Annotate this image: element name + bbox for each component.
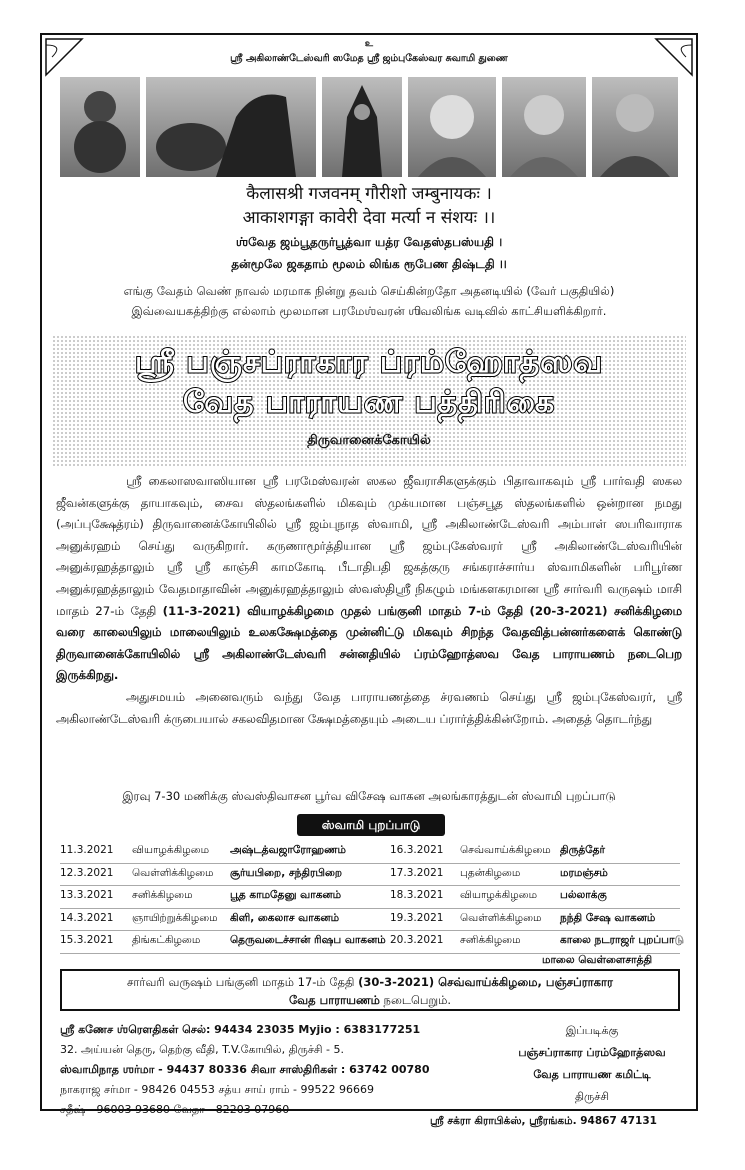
schedule-cell: 19.3.2021 <box>390 911 444 924</box>
schedule-cell: 15.3.2021 <box>60 934 114 946</box>
schedule-cell: மரமஞ்சம் <box>560 866 608 879</box>
schedule-cell: திருத்தேர் <box>560 844 605 856</box>
schedule-cell: காலை நடராஜர் புறப்பாடு <box>560 934 684 946</box>
acharya-portrait-2 <box>502 77 586 177</box>
schedule-row <box>60 886 680 909</box>
intro-text: எங்கு வேதம் வெண் நாவல் மரமாக நின்று தவம் செய்கின்றதோ அதனடியில் (வேர் பகுதியில்) இவ்வையகத்திற்கு எல்லாம் மூலமான பரமேஶ்வரன் ஶிவலிங்க வடிவில் காட்சியளிக்கிறார். <box>123 284 615 318</box>
schedule-row <box>60 909 680 932</box>
title-line-1: ஸ்ரீ பஞ்சப்ராகார ப்ரம்ஹோத்ஸவ <box>134 345 604 380</box>
sanskrit-verse-line-1: कैलासश्री गजवनम् गौरीशो जम्बुनायकः । <box>246 184 492 204</box>
body-paragraph-1: ஸ்ரீ கைலாஸவாஸியான ஸ்ரீ பரமேஸ்வரன் ஸகல ஜீவராசிகளுக்கும் பிதாவாகவும் ஸ்ரீ பார்வதி ஸகல ஜீவன்களுக்கு தாயாகவும், சைவ ஸ்தலங்களில் மிகவும் முக்யமான பஞ்சபூத ஸ்தலங்களில் ஒன்றான நமது (அப்புக்ஷேத்ரம்) திருவானைக்கோயிலில் ஸ்ரீ ஜம்புநாத ஸ்வாமி, ஸ்ரீ அகிலாண்டேஸ்வரி அம்பாள் ஸபரிவாராக அனுக்ரஹம் செய்து வருகிறார். கருணாமூர்த்தியான ஸ்ரீ ஜம்புகேஸ்வரர் ஸ்ரீ அகிலாண்டேஸ்வரியின் அனுக்ரஹத்தாலும் ஸ்ரீ ஸ்ரீ காஞ்சி காமகோடி பீடாதிபதி ஜகத்குரு சங்கராச்சார்ய ஸ்வாமிகளின் பரிபூர்ண அனுக்ரஹத்தாலும் வேதமாதாவின் அனுக்ரஹத்தாலும் ஸ்வஸ்திஸ்ரீ நிகழும் மங்களகரமான ஸ்ரீ சார்வரி வருஷம் மாசி மாதம் 27-ம் தேதி (11-3-2021) வியாழக்கிழமை முதல் பங்குனி மாதம் 7-ம் தேதி (20-3-2021) சனிக்கிழமை வரை காலையிலும் மாலையிலும் உலகக்ஷேமத்தை முன்னிட்டு மிகவும் சிறந்த வேதவித்பன்னர்களைக் கொண்டு திருவானைக்கோயிலில் ஸ்ரீ அகிலாண்டேஸ்வரி சன்னதியில் ப்ரம்ஹோத்ஸவ வேத பாராயணம் நடைபெற இருக்கிறது. <box>56 474 683 683</box>
tamil-verse-line-1: ஶ்வேத ஜம்பூதருர்பூத்வா யத்ர வேதஸ்தபஸ்யதி । <box>235 235 503 249</box>
schedule-heading: ஸ்வாமி புறப்பாடு <box>297 814 445 836</box>
contact-line: ஸ்வாமிநாத ஶர்மா - 94437 80336 சிவா சாஸ்திரிகள் : 63742 00780 <box>60 1063 430 1076</box>
schedule-cell: 16.3.2021 <box>390 844 444 856</box>
schedule-row <box>60 864 680 887</box>
contact-line: 32. அய்யன் தெரு, தெற்கு வீதி, T.V.கோயில், திருச்சி - 5. <box>60 1043 345 1056</box>
contact-line: சதீஷ் - 96003 93680 வேதா - 82203 07960 <box>60 1103 290 1116</box>
schedule-cell: சனிக்கிழமை <box>132 889 193 901</box>
printer-credit: ஸ்ரீ சக்ரா கிராபிக்ஸ், ஸ்ரீரங்கம். 94867 47131 <box>430 1115 657 1127</box>
tamil-verse-line-2: தன்மூலே ஜகதாம் மூலம் லிங்க ரூபேண திஷ்டதி ।। <box>231 257 507 271</box>
body-paragraph-2: அதுசமயம் அனைவரும் வந்து வேத பாராயணத்தை ச்ரவணம் செய்து ஸ்ரீ ஜம்புகேஸ்வரர், ஸ்ரீ அகிலாண்டேஸ்வரி க்ருபையால் சகலவிதமான க்ஷேமத்தையும் அடைய ப்ரார்த்திக்கின்றோம். அதைத் தொடர்ந்து <box>56 689 682 726</box>
deity-images-row <box>60 73 680 177</box>
temple-name: திருவானைக்கோயில் <box>307 433 431 448</box>
schedule-cell: வியாழக்கிழமை <box>460 889 538 901</box>
title-banner <box>52 335 686 467</box>
schedule-cell: நந்தி சேஷ வாகனம் <box>560 911 656 924</box>
schedule-cell: ஞாயிற்றுக்கிழமை <box>132 911 218 924</box>
schedule-row <box>60 931 684 954</box>
acharya-portrait-1 <box>408 77 496 177</box>
schedule-row <box>60 841 680 864</box>
schedule-tail: மாலை வெள்ளைசாத்தி <box>542 954 653 966</box>
schedule-cell: செவ்வாய்க்கிழமை <box>460 844 551 856</box>
sanskrit-verse-line-2: आकाशगङ्गा कावेरी देवा मर्त्या न संशयः ।। <box>242 208 496 228</box>
schedule-cell: அஷ்டத்வஜாரோஹணம் <box>230 844 346 856</box>
elephant-shrine-image <box>146 77 316 177</box>
ambal-image <box>322 77 402 177</box>
schedule-cell: 17.3.2021 <box>390 866 444 879</box>
schedule-cell: வெள்ளிக்கிழமை <box>132 866 214 879</box>
schedule-cell: 18.3.2021 <box>390 889 444 901</box>
closing-note-box: சார்வரி வருஷம் பங்குனி மாதம் 17-ம் தேதி (30-3-2021) செவ்வாய்க்கிழமை, பஞ்சப்ராகார வேத பாராயணம் நடைபெறும். <box>60 969 680 1011</box>
om-symbol: உ <box>364 39 374 49</box>
schedule-cell: சூர்யபிறை, சந்திரபிறை <box>230 866 343 879</box>
schedule-cell: திங்கட்கிழமை <box>132 934 201 946</box>
contact-line: ஸ்ரீ கணேச ஶ்ரௌதிகள் செல்: 94434 23035 Myjio : 6383177251 <box>60 1023 421 1036</box>
invitation-frame <box>40 33 698 1116</box>
schedule-cell: புதன்கிழமை <box>460 866 521 879</box>
schedule-cell: 11.3.2021 <box>60 844 114 856</box>
schedule-cell: 13.3.2021 <box>60 889 114 901</box>
schedule-cell: வியாழக்கிழமை <box>132 844 210 856</box>
schedule-cell: தெருவடைச்சான் ரிஷப வாகனம் <box>230 934 386 946</box>
schedule-cell: 14.3.2021 <box>60 911 114 924</box>
schedule-cell: சனிக்கிழமை <box>460 934 521 946</box>
ganesha-image <box>60 77 140 177</box>
schedule-cell: பல்லாக்கு <box>560 889 607 901</box>
blessing-line: ஸ்ரீ அகிலாண்டேஸ்வரி ஸமேத ஸ்ரீ ஜம்புகேஸ்வர சுவாமி துணை <box>230 53 508 64</box>
title-line-2: வேத பாராயண பத்திரிகை <box>182 385 556 420</box>
schedule-cell: 12.3.2021 <box>60 866 114 879</box>
contact-line: நாகராஜ சர்மா - 98426 04553 சத்ய சாய் ராம் - 99522 96669 <box>60 1083 374 1096</box>
contact-list <box>60 1020 480 1120</box>
signature-block: இப்படிக்கு பஞ்சப்ராகார ப்ரம்ஹோத்ஸவ வேத பாராயண கமிட்டி திருச்சி <box>518 1024 666 1103</box>
schedule-cell: பூத காமதேனு வாகனம் <box>230 889 342 901</box>
procession-schedule-table <box>60 841 684 954</box>
procession-line: இரவு 7-30 மணிக்கு ஸ்வஸ்திவாசன பூர்வ விசேஷ வாகன அலங்காரத்துடன் ஸ்வாமி புறப்பாடு <box>122 789 616 803</box>
acharya-portrait-3 <box>592 77 678 177</box>
invitation-body <box>56 471 682 730</box>
schedule-cell: வெள்ளிக்கிழமை <box>460 911 542 924</box>
schedule-cell: கிளி, கைலாச வாகனம் <box>230 911 340 924</box>
schedule-cell: 20.3.2021 <box>390 934 444 946</box>
